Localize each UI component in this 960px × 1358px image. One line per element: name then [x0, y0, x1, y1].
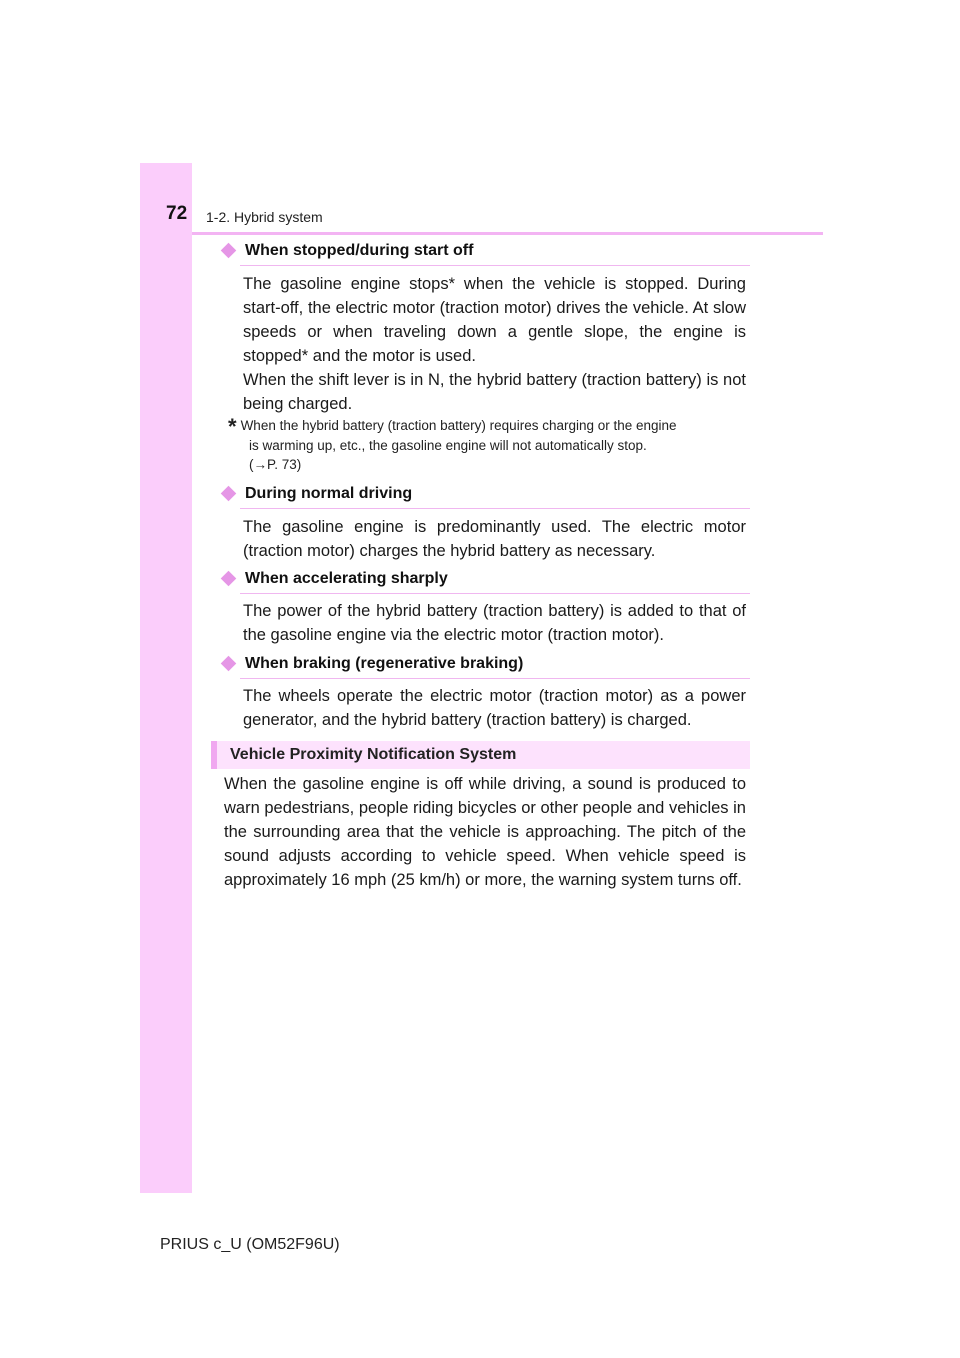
paragraph: When the shift lever is in N, the hybrid battery (traction battery) is not being charged. [243, 371, 746, 413]
heading-rule [240, 508, 750, 509]
heading-accelerating: When accelerating sharply [220, 570, 448, 588]
footer-model: PRIUS c_U (OM52F96U) [160, 1236, 340, 1253]
heading-rule [240, 593, 750, 594]
page-reference-link[interactable]: (→P. 73) [249, 457, 302, 472]
heading-braking: When braking (regenerative braking) [220, 655, 523, 673]
paragraph: The wheels operate the electric motor (traction motor) as a power generator, and the hybrid battery (traction battery) is charged. [243, 687, 746, 729]
diamond-bullet-icon [221, 485, 237, 501]
vpns-paragraph: When the gasoline engine is off while driving, a sound is produced to warn pedestrians, people riding bicycles or other people and vehicles in the surrounding area that the vehicle is approaching. The pitch of the sound adjusts according to vehicle speed. When vehicle speed is approximately 16 mph (25 km/h) or more, the warning system turns off. [224, 775, 746, 889]
side-tab-band [140, 163, 192, 1193]
heading-when-stopped: When stopped/during start off [220, 242, 473, 260]
footnote: * When the hybrid battery (traction battery) requires charging or the engine is warming up, etc., the gasoline engine will not automatically stop. (→P. 73) [228, 416, 748, 474]
vpns-heading: Vehicle Proximity Notification System [211, 741, 750, 769]
paragraph: The gasoline engine stops* when the vehicle is stopped. During start-off, the electric motor (traction motor) drives the vehicle. At slow speeds or when traveling down a gentle slope, the engine is stopped* and the motor is used. [243, 275, 746, 365]
header-rule [192, 232, 823, 235]
section-reference: 1-2. Hybrid system [206, 209, 323, 225]
diamond-bullet-icon [221, 655, 237, 671]
heading-normal-driving: During normal driving [220, 485, 412, 503]
heading-rule [240, 265, 750, 266]
diamond-bullet-icon [221, 242, 237, 258]
heading-rule [240, 678, 750, 679]
paragraph: The gasoline engine is predominantly used. The electric motor (traction motor) charges the hybrid battery as necessary. [243, 518, 746, 560]
page-number: 72 [166, 203, 188, 224]
footnote-marker: * [228, 414, 237, 439]
diamond-bullet-icon [221, 570, 237, 586]
paragraph: The power of the hybrid battery (traction battery) is added to that of the gasoline engine via the electric motor (traction motor). [243, 602, 746, 644]
